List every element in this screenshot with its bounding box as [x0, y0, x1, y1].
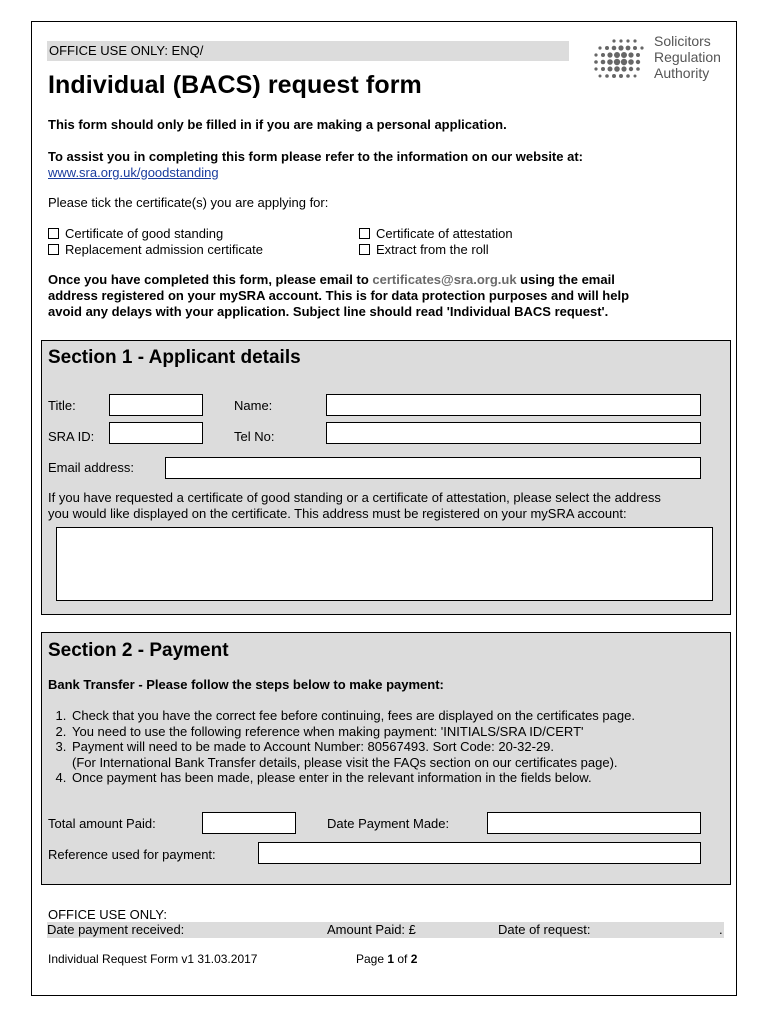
- checkbox-label: Replacement admission certificate: [65, 241, 263, 257]
- office-use-ref: OFFICE USE ONLY: ENQ/: [47, 41, 569, 61]
- sra-logo: [592, 33, 732, 89]
- cert-option-extract[interactable]: [359, 241, 489, 257]
- tick-prompt: Please tick the certificate(s) you are applying for:: [48, 195, 329, 210]
- office-use-heading: OFFICE USE ONLY:: [48, 907, 167, 922]
- page-current: 1: [387, 952, 395, 966]
- name-field[interactable]: [326, 394, 701, 416]
- website-link[interactable]: www.sra.org.uk/goodstanding: [48, 165, 219, 180]
- payment-steps: [48, 708, 740, 786]
- name-label: Name:: [234, 398, 273, 413]
- cert-option-good-standing[interactable]: [48, 225, 223, 241]
- office-use-bar: [47, 922, 724, 938]
- instructions-text: Once you have completed this form, please email to: [48, 272, 373, 287]
- page-title: Individual (BACS) request form: [48, 71, 422, 99]
- checkbox[interactable]: [48, 244, 59, 255]
- checkbox[interactable]: [359, 244, 370, 255]
- cert-option-replacement[interactable]: [48, 241, 263, 257]
- cert-option-attestation[interactable]: [359, 225, 513, 241]
- step-text: Payment will need to be made to Account Number: 80567493. Sort Code: 20-32-29.: [72, 739, 555, 754]
- instructions-line: avoid any delays with your application. Subject line should read 'Individual BACS request'.: [48, 304, 609, 319]
- checkbox-label: Extract from the roll: [376, 241, 489, 257]
- page-number: [356, 952, 417, 966]
- form-version: Individual Request Form v1 31.03.2017: [48, 952, 258, 966]
- step-note: (For International Bank Transfer details, please visit the FAQs section on our certificates page).: [72, 754, 618, 770]
- section-applicant-details: [41, 340, 731, 615]
- step-item: 4. Once payment has been made, please enter in the relevant information in the fields below.: [70, 770, 740, 786]
- address-note: [48, 490, 728, 522]
- checkbox-label: Certificate of good standing: [65, 225, 224, 241]
- amount-paid-label: Amount Paid: £: [327, 922, 416, 937]
- reference-field[interactable]: [258, 842, 701, 864]
- logo-dots-icon: [592, 37, 646, 83]
- total-amount-label: Total amount Paid:: [48, 816, 156, 831]
- email-label: Email address:: [48, 460, 134, 475]
- date-received-label: Date payment received:: [47, 922, 185, 937]
- assist-text: To assist you in completing this form please refer to the information on our website at:: [48, 149, 583, 164]
- form-page: [31, 21, 737, 996]
- logo-line: Solicitors: [654, 33, 711, 49]
- page-total: 2: [410, 952, 418, 966]
- address-note-line: you would like displayed on the certificate. This address must be registered on your mySRA account:: [48, 506, 627, 521]
- step-item: 1. Check that you have the correct fee before continuing, fees are displayed on the certificates page.: [70, 708, 740, 724]
- page-of: of: [394, 952, 411, 966]
- instructions-line: address registered on your mySRA account. This is for data protection purposes and will help: [48, 288, 630, 303]
- address-note-line: If you have requested a certificate of good standing or a certificate of attestation, please select the address: [48, 490, 661, 505]
- date-payment-field[interactable]: [487, 812, 701, 834]
- checkbox-label: Certificate of attestation: [376, 225, 513, 241]
- email-field[interactable]: [165, 457, 701, 479]
- email-instructions: [48, 272, 718, 320]
- section-title: Section 2 - Payment: [48, 640, 229, 661]
- page-prefix: Page: [356, 952, 388, 966]
- date-payment-label: Date Payment Made:: [327, 816, 450, 831]
- total-amount-field[interactable]: [202, 812, 296, 834]
- sra-id-field[interactable]: [109, 422, 203, 444]
- date-of-request-label: Date of request:: [498, 922, 591, 937]
- end-mark: .: [719, 922, 723, 937]
- section-title: Section 1 - Applicant details: [48, 347, 301, 368]
- bank-transfer-heading: Bank Transfer - Please follow the steps below to make payment:: [48, 677, 444, 692]
- logo-text: [654, 33, 721, 81]
- tel-field[interactable]: [326, 422, 701, 444]
- title-label: Title:: [48, 398, 76, 413]
- sra-id-label: SRA ID:: [48, 429, 95, 444]
- logo-line: Authority: [654, 65, 710, 81]
- title-field[interactable]: [109, 394, 203, 416]
- checkbox[interactable]: [48, 228, 59, 239]
- personal-note: This form should only be filled in if you are making a personal application.: [48, 117, 507, 132]
- step-item: [70, 739, 740, 770]
- tel-label: Tel No:: [234, 429, 275, 444]
- address-textarea[interactable]: [56, 527, 713, 601]
- email-link[interactable]: certificates@sra.org.uk: [372, 272, 517, 287]
- section-payment: [41, 632, 731, 885]
- reference-label: Reference used for payment:: [48, 847, 216, 862]
- instructions-line: [48, 272, 718, 288]
- checkbox[interactable]: [359, 228, 370, 239]
- instructions-text: using the email: [516, 272, 615, 287]
- step-item: 2. You need to use the following reference when making payment: 'INITIALS/SRA ID/CERT': [70, 724, 740, 740]
- logo-line: Regulation: [654, 49, 721, 65]
